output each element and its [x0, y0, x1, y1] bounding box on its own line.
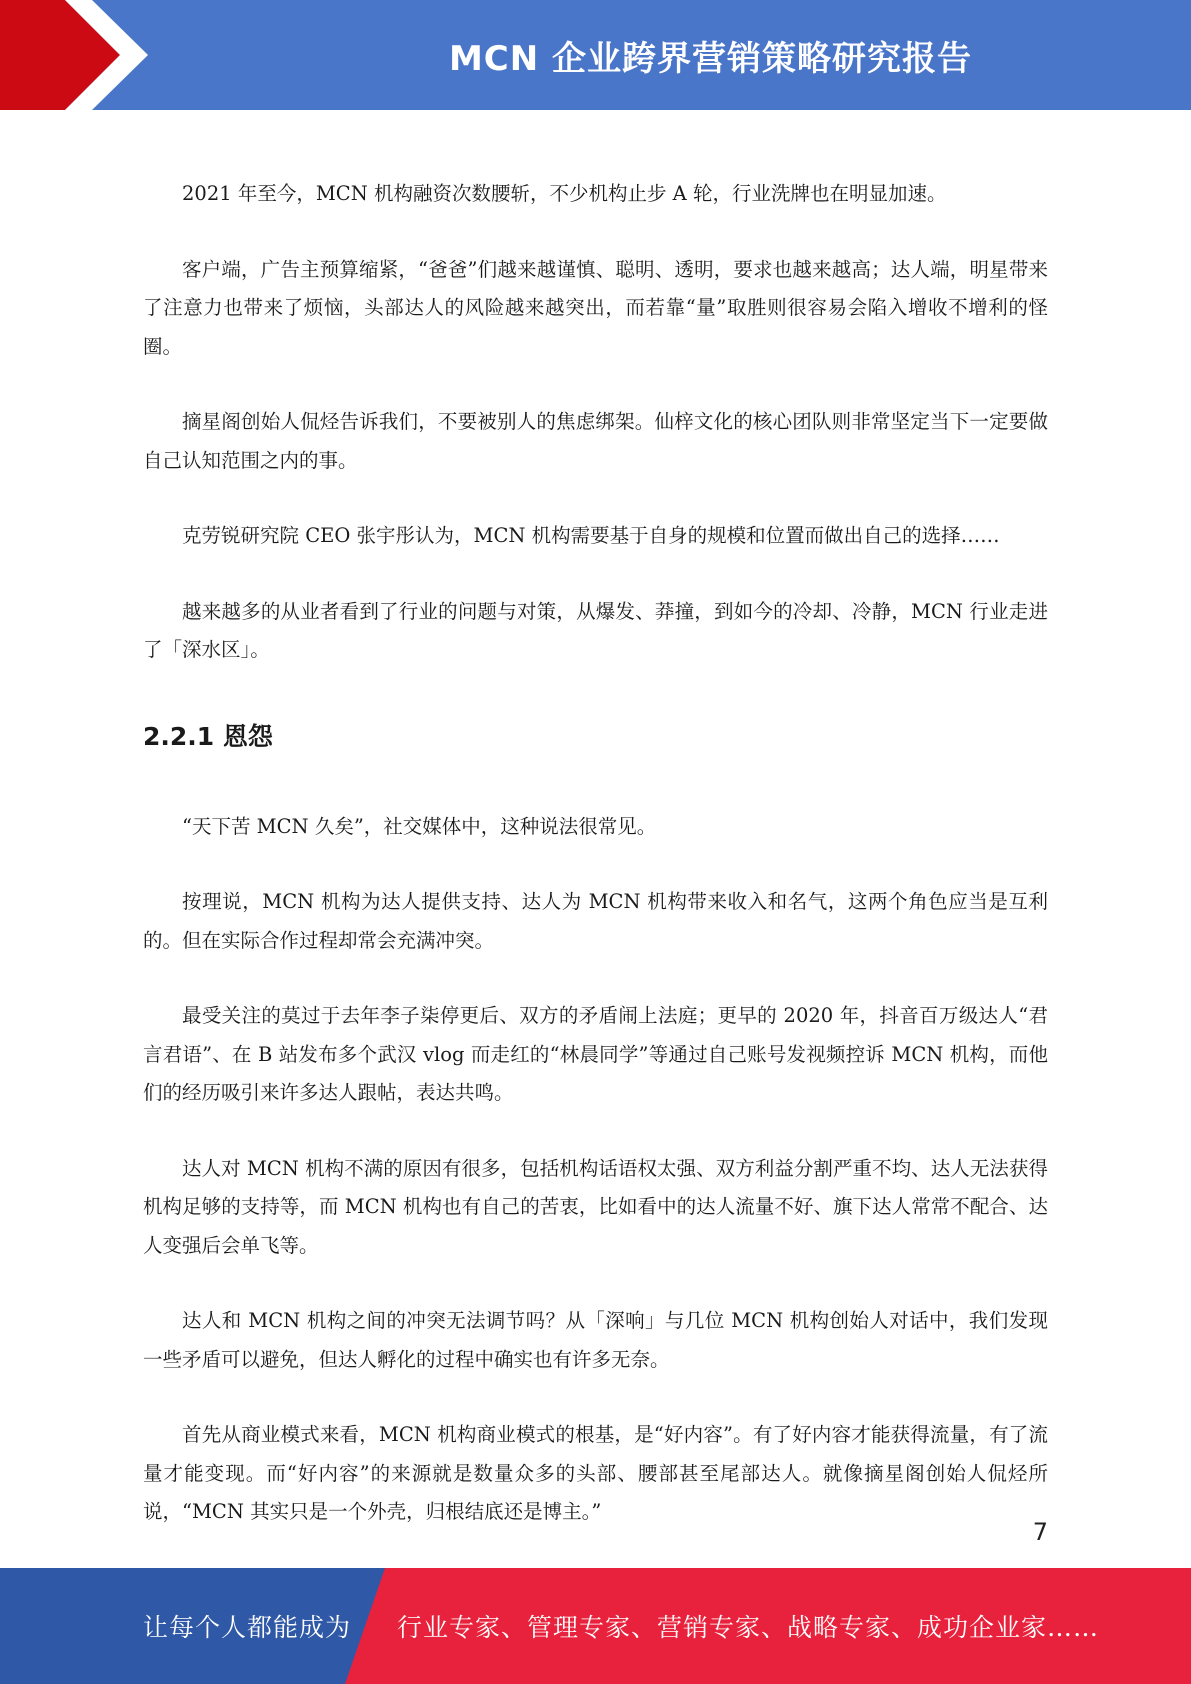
- section-title: 恩怨: [222, 721, 273, 751]
- paragraph: 克劳锐研究院 CEO 张宇彤认为，MCN 机构需要基于自身的规模和位置而做出自己的选择……: [182, 524, 1000, 547]
- paragraph: 最受关注的莫过于去年李子柒停更后、双方的矛盾闹上法庭；更早的 2020 年，抖音百万级达人“君言君语”、在 B 站发布多个武汉 vlog 而走红的“林晨同学”等通过自己账号发视频控诉 MCN 机构，而他们的经历吸引来许多达人跟帖，表达共鸣。: [143, 1004, 1048, 1104]
- paragraph: 按理说，MCN 机构为达人提供支持、达人为 MCN 机构带来收入和名气，这两个角色应当是互利的。但在实际合作过程却常会充满冲突。: [143, 890, 1048, 952]
- report-title: MCN 企业跨界营销策略研究报告: [448, 38, 973, 79]
- footer-slogan-right: 行业专家、管理专家、营销专家、战略专家、成功企业家……: [397, 1613, 1100, 1642]
- red-chevron-icon: [0, 0, 160, 110]
- paragraph: 客户端，广告主预算缩紧，“爸爸”们越来越谨慎、聪明、透明，要求也越来越高；达人端，明星带来了注意力也带来了烦恼，头部达人的风险越来越突出，而若靠“量”取胜则很容易会陷入增收不增利的怪圈。: [143, 257, 1048, 358]
- section-heading: [143, 720, 1048, 754]
- document-body: [143, 175, 1048, 1569]
- paragraph: 越来越多的从业者看到了行业的问题与对策，从爆发、莽撞，到如今的冷却、冷静，MCN 行业走进了「深水区」。: [143, 599, 1048, 661]
- paragraph: 达人对 MCN 机构不满的原因有很多，包括机构话语权太强、双方利益分割严重不均、达人无法获得机构足够的支持等，而 MCN 机构也有自己的苦衷，比如看中的达人流量不好、旗下达人常常不配合、达人变强后会单飞等。: [143, 1156, 1048, 1257]
- page-header: [0, 0, 1191, 110]
- section-number: 2.2.1: [143, 721, 215, 751]
- paragraph: 达人和 MCN 机构之间的冲突无法调节吗？从「深响」与几位 MCN 机构创始人对话中，我们发现一些矛盾可以避免，但达人孵化的过程中确实也有许多无奈。: [143, 1309, 1048, 1371]
- page-number: 7: [1032, 1518, 1048, 1546]
- paragraph: 摘星阁创始人侃烃告诉我们，不要被别人的焦虑绑架。仙梓文化的核心团队则非常坚定当下一定要做自己认知范围之内的事。: [143, 410, 1048, 472]
- paragraph: 2021 年至今，MCN 机构融资次数腰斩，不少机构止步 A 轮，行业洗牌也在明显加速。: [182, 182, 947, 205]
- page-footer: [0, 1568, 1191, 1684]
- footer-slogan-left: 让每个人都能成为: [143, 1613, 352, 1642]
- paragraph: 首先从商业模式来看，MCN 机构商业模式的根基，是“好内容”。有了好内容才能获得流量，有了流量才能变现。而“好内容”的来源就是数量众多的头部、腰部甚至尾部达人。就像摘星阁创始人侃烃所说，“MCN 其实只是一个外壳，归根结底还是博主。”: [143, 1423, 1048, 1523]
- paragraph: “天下苦 MCN 久矣”，社交媒体中，这种说法很常见。: [182, 814, 657, 838]
